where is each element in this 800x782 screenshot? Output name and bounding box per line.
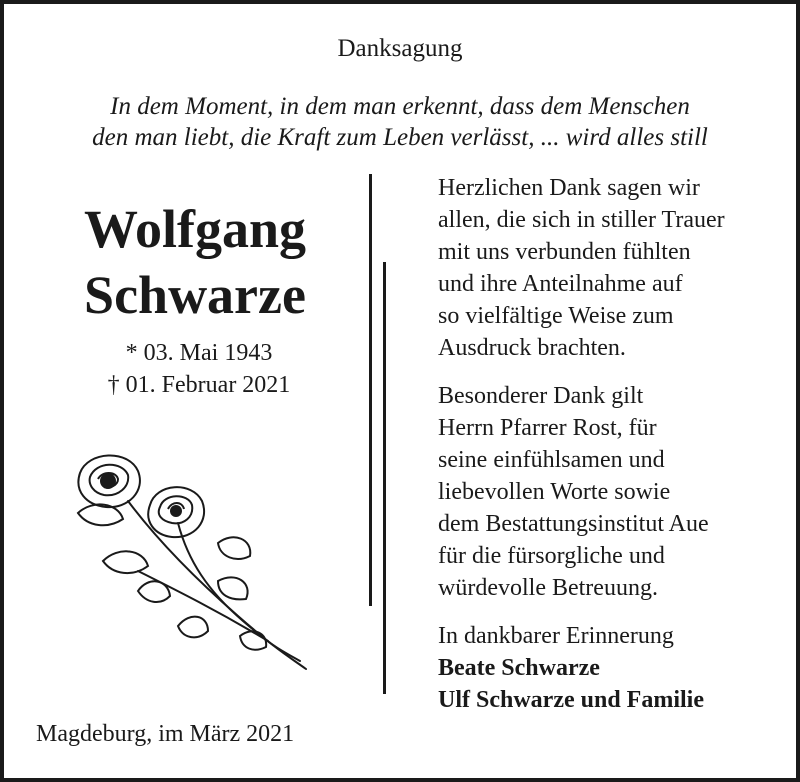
special-thanks-line: würdevolle Betreuung. [438,575,658,601]
closing-line: In dankbarer Erinnerung [438,623,674,649]
special-thanks-line: liebevollen Worte sowie [438,479,671,505]
special-thanks-line: Besonderer Dank gilt [438,383,644,409]
quote-line: den man liebt, die Kraft zum Leben verlässt, ... wird alles still [92,124,708,151]
notice-heading: Danksagung [337,35,463,62]
thanks-line: mit uns verbunden fühlten [438,239,691,265]
quote [4,91,796,153]
signatory: Beate Schwarze [438,655,600,681]
divider-line [369,174,372,606]
special-thanks-paragraph [438,380,778,604]
divider-line [383,262,386,694]
thanks-line: so vielfältige Weise zum [438,303,674,329]
special-thanks-line: seine einfühlsamen und [438,447,665,473]
roses-icon [68,451,318,686]
quote-line: In dem Moment, in dem man erkennt, dass dem Menschen [110,93,690,120]
thanks-text [438,172,778,716]
first-name: Wolfgang [83,199,307,259]
thanks-line: Ausdruck brachten. [438,335,626,361]
special-thanks-line: für die fürsorgliche und [438,543,665,569]
signatory: Ulf Schwarze und Familie [438,687,704,713]
death-date: † 01. Februar 2021 [107,372,291,398]
deceased-name [4,196,386,328]
thanks-paragraph [438,172,778,364]
special-thanks-line: Herrn Pfarrer Rost, für [438,415,657,441]
place-date: Magdeburg, im März 2021 [36,721,295,747]
life-dates [4,337,394,401]
thanks-line: und ihre Anteilnahme auf [438,271,683,297]
special-thanks-line: dem Bestattungsinstitut Aue [438,511,709,537]
last-name: Schwarze [84,265,306,325]
thanks-line: allen, die sich in stiller Trauer [438,207,725,233]
signature-block [438,620,778,716]
birth-date: * 03. Mai 1943 [125,340,273,366]
thanks-line: Herzlichen Dank sagen wir [438,175,700,201]
